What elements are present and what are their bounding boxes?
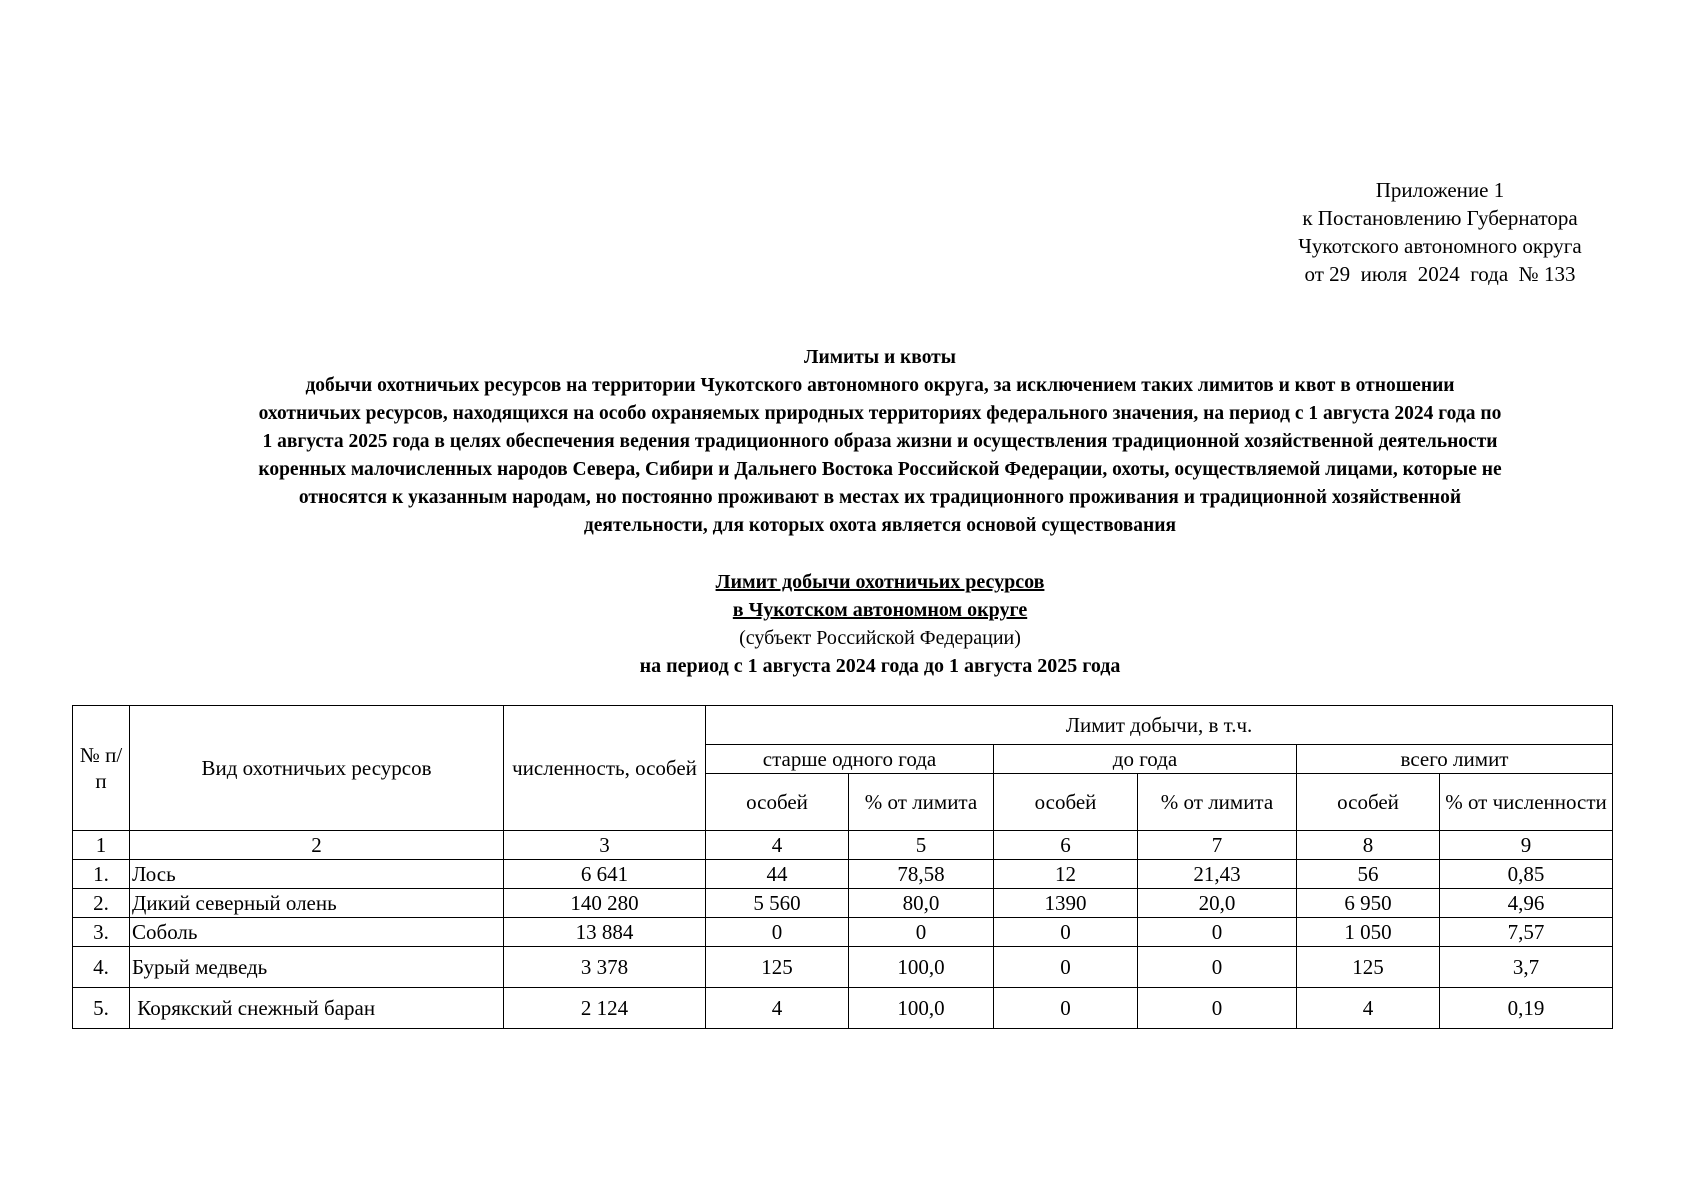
header-older-group: старше одного года xyxy=(706,745,994,774)
row-young-count: 0 xyxy=(994,918,1138,947)
row-young-count: 0 xyxy=(994,988,1138,1029)
row-num: 2. xyxy=(73,889,130,918)
title-line: относятся к указанным народам, но постоянно проживают в местах их традиционного проживания и традиционной хозяйственной xyxy=(298,487,1462,508)
limits-table xyxy=(72,705,1613,1029)
row-population: 3 378 xyxy=(504,947,706,988)
column-number: 4 xyxy=(706,831,849,860)
row-num: 4. xyxy=(73,947,130,988)
column-number: 2 xyxy=(130,831,504,860)
row-young-pct: 0 xyxy=(1138,988,1297,1029)
row-population: 13 884 xyxy=(504,918,706,947)
subtitle-line-3: (субъект Российской Федерации) xyxy=(739,627,1021,649)
row-total-pct: 0,19 xyxy=(1440,988,1613,1029)
table-row xyxy=(73,918,1613,947)
row-num: 1. xyxy=(73,860,130,889)
appendix-line: Чукотского автономного округа xyxy=(1298,234,1582,258)
subtitle-line-4: на период с 1 августа 2024 года до 1 августа 2025 года xyxy=(639,655,1121,677)
header-population: численность, особей xyxy=(504,706,706,831)
row-older-count: 5 560 xyxy=(706,889,849,918)
table-row xyxy=(73,860,1613,889)
document-title xyxy=(60,344,1698,540)
row-total-pct: 3,7 xyxy=(1440,947,1613,988)
row-species: Бурый медведь xyxy=(130,947,504,988)
row-total-pct: 7,57 xyxy=(1440,918,1613,947)
row-total-count: 56 xyxy=(1297,860,1440,889)
row-young-pct: 20,0 xyxy=(1138,889,1297,918)
column-number: 7 xyxy=(1138,831,1297,860)
appendix-header xyxy=(1200,176,1680,288)
table-title xyxy=(60,568,1698,680)
title-line: охотничьих ресурсов, находящихся на особо охраняемых природных территориях федерального значения, на период с 1 августа 2024 года по xyxy=(258,403,1502,424)
row-older-pct: 80,0 xyxy=(849,889,994,918)
row-num: 3. xyxy=(73,918,130,947)
row-total-count: 6 950 xyxy=(1297,889,1440,918)
row-total-pct: 0,85 xyxy=(1440,860,1613,889)
header-older-pct: % от лимита xyxy=(849,774,994,831)
row-total-pct: 4,96 xyxy=(1440,889,1613,918)
appendix-line: к Постановлению Губернатора xyxy=(1302,206,1578,230)
column-number: 8 xyxy=(1297,831,1440,860)
row-species: Лось xyxy=(130,860,504,889)
row-population: 140 280 xyxy=(504,889,706,918)
column-number: 5 xyxy=(849,831,994,860)
title-line: коренных малочисленных народов Севера, Сибири и Дальнего Востока Российской Федерации, охоты, осуществляемой лицами, которые не xyxy=(258,459,1502,480)
appendix-line: Приложение 1 xyxy=(1375,178,1505,202)
row-young-count: 0 xyxy=(994,947,1138,988)
row-young-count: 12 xyxy=(994,860,1138,889)
row-species: Соболь xyxy=(130,918,504,947)
row-young-pct: 21,43 xyxy=(1138,860,1297,889)
appendix-line: от 29 июля 2024 года № 133 xyxy=(1304,262,1576,286)
column-number-row xyxy=(73,831,1613,860)
title-line: 1 августа 2025 года в целях обеспечения ведения традиционного образа жизни и осуществления традиционной хозяйственной деятельности xyxy=(262,431,1498,452)
header-young-count: особей xyxy=(994,774,1138,831)
row-population: 2 124 xyxy=(504,988,706,1029)
row-total-count: 4 xyxy=(1297,988,1440,1029)
header-young-group: до года xyxy=(994,745,1297,774)
column-number: 1 xyxy=(73,831,130,860)
row-older-pct: 100,0 xyxy=(849,988,994,1029)
title-heading: Лимиты и квоты xyxy=(803,347,956,368)
table-row xyxy=(73,889,1613,918)
column-number: 3 xyxy=(504,831,706,860)
row-population: 6 641 xyxy=(504,860,706,889)
subtitle-line-2: в Чукотском автономном округе xyxy=(732,599,1028,621)
row-species: Дикий северный олень xyxy=(130,889,504,918)
header-species: Вид охотничьих ресурсов xyxy=(130,706,504,831)
row-older-count: 44 xyxy=(706,860,849,889)
row-older-count: 4 xyxy=(706,988,849,1029)
row-older-count: 125 xyxy=(706,947,849,988)
subtitle-line-1: Лимит добычи охотничьих ресурсов xyxy=(715,571,1045,593)
table-row xyxy=(73,988,1613,1029)
title-line: деятельности, для которых охота является основой существования xyxy=(583,515,1177,536)
header-older-count: особей xyxy=(706,774,849,831)
row-num: 5. xyxy=(73,988,130,1029)
column-number: 6 xyxy=(994,831,1138,860)
title-line: добычи охотничьих ресурсов на территории Чукотского автономного округа, за исключением таких лимитов и квот в отношении xyxy=(305,375,1455,396)
row-older-count: 0 xyxy=(706,918,849,947)
row-total-count: 125 xyxy=(1297,947,1440,988)
row-young-pct: 0 xyxy=(1138,918,1297,947)
header-row xyxy=(73,706,1613,745)
column-number: 9 xyxy=(1440,831,1613,860)
header-total-group: всего лимит xyxy=(1297,745,1613,774)
header-young-pct: % от лимита xyxy=(1138,774,1297,831)
row-older-pct: 0 xyxy=(849,918,994,947)
row-species: Корякский снежный баран xyxy=(130,988,504,1029)
row-older-pct: 78,58 xyxy=(849,860,994,889)
row-older-pct: 100,0 xyxy=(849,947,994,988)
row-young-count: 1390 xyxy=(994,889,1138,918)
row-young-pct: 0 xyxy=(1138,947,1297,988)
header-total-pct: % от численности xyxy=(1440,774,1613,831)
header-limit-group: Лимит добычи, в т.ч. xyxy=(706,706,1613,745)
table-row xyxy=(73,947,1613,988)
header-total-count: особей xyxy=(1297,774,1440,831)
row-total-count: 1 050 xyxy=(1297,918,1440,947)
header-num: № п/п xyxy=(73,706,130,831)
